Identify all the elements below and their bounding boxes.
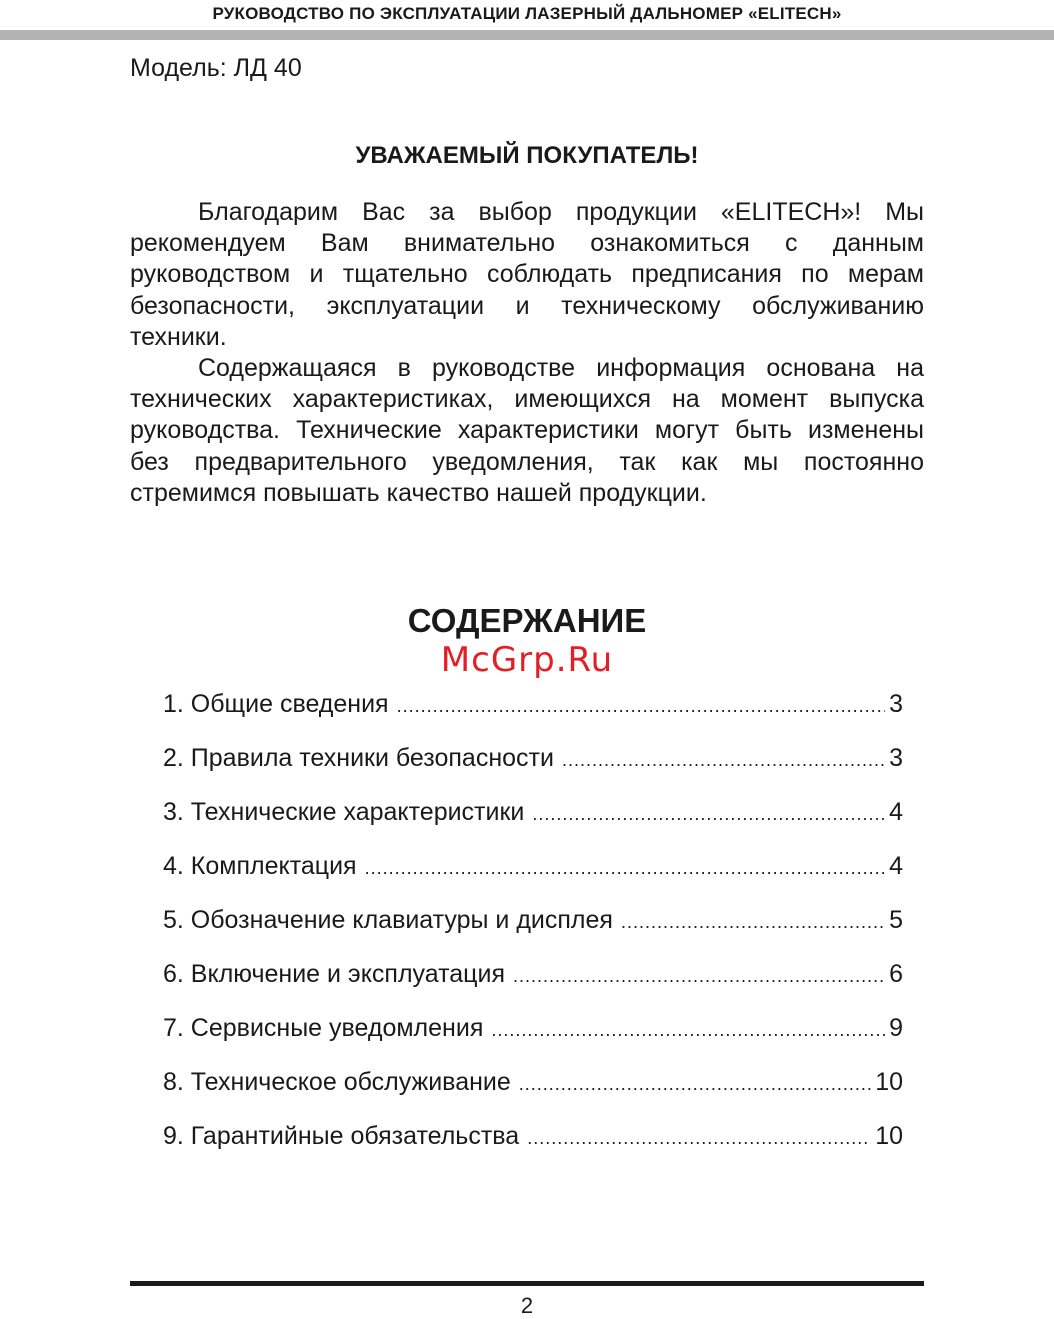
toc-item-specifications[interactable] bbox=[163, 794, 903, 848]
toc-item-label: 8. Техническое обслуживание bbox=[163, 1068, 511, 1096]
page-number: 2 bbox=[520, 1293, 534, 1318]
toc-item-label: 6. Включение и эксплуатация bbox=[163, 960, 506, 988]
toc-item-label: 5. Обозначение клавиатуры и дисплея bbox=[163, 906, 613, 934]
toc-leader-dots bbox=[513, 958, 885, 994]
toc-item-page: 4 bbox=[889, 798, 903, 826]
toc-item-page: 3 bbox=[889, 690, 903, 718]
toc-item-page: 5 bbox=[889, 906, 903, 934]
toc-item-operation[interactable] bbox=[163, 956, 903, 1010]
toc-item-label: 4. Комплектация bbox=[163, 852, 357, 880]
toc-leader-dots bbox=[562, 742, 885, 778]
toc-item-general-info[interactable] bbox=[163, 686, 903, 740]
greeting-heading: УВАЖАЕМЫЙ ПОКУПАТЕЛЬ! bbox=[355, 142, 699, 169]
toc-item-label: 3. Технические характеристики bbox=[163, 798, 525, 826]
toc-item-page: 10 bbox=[875, 1068, 903, 1096]
toc-item-label: 1. Общие сведения bbox=[163, 690, 389, 718]
toc-item-safety-rules[interactable] bbox=[163, 740, 903, 794]
toc-item-label: 9. Гарантийные обязательства bbox=[163, 1122, 520, 1150]
toc-item-warranty[interactable] bbox=[163, 1118, 903, 1172]
toc-leader-dots bbox=[527, 1120, 871, 1156]
toc-leader-dots bbox=[519, 1066, 871, 1102]
header-bar bbox=[0, 30, 1054, 40]
toc-item-page: 6 bbox=[889, 960, 903, 988]
toc-title: СОДЕРЖАНИЕ bbox=[407, 602, 647, 639]
toc-item-page: 10 bbox=[875, 1122, 903, 1150]
toc-leader-dots bbox=[532, 796, 885, 832]
intro-paragraph: Содержащаяся в руководстве информация основана на технических характеристиках, имеющихся на момент выпуска руководства. Технические характеристики могут быть изменены без предварительного уведомления, так как мы постоянно стремимся повышать качество нашей продукции. bbox=[130, 354, 924, 507]
header-title: РУКОВОДСТВО ПО ЭКСПЛУАТАЦИИ ЛАЗЕРНЫЙ ДАЛЬНОМЕР «ELITECH» bbox=[212, 4, 842, 23]
toc-leader-dots bbox=[365, 850, 886, 886]
toc-item-package-contents[interactable] bbox=[163, 848, 903, 902]
table-of-contents bbox=[163, 686, 903, 1172]
toc-item-page: 9 bbox=[889, 1014, 903, 1042]
toc-item-label: 7. Сервисные уведомления bbox=[163, 1014, 484, 1042]
intro-text bbox=[130, 197, 924, 509]
toc-item-page: 3 bbox=[889, 744, 903, 772]
toc-item-keyboard-display[interactable] bbox=[163, 902, 903, 956]
intro-paragraph: Благодарим Вас за выбор продукции «ELITECH»! Мы рекомендуем Вам внимательно ознакомиться с данным руководством и тщательно соблюдать предписания по мерам безопасности, эксплуатации и техническому обслуживанию техники. bbox=[130, 198, 924, 351]
toc-item-maintenance[interactable] bbox=[163, 1064, 903, 1118]
footer-rule bbox=[130, 1281, 924, 1286]
watermark: McGrp.Ru bbox=[440, 640, 614, 680]
toc-item-label: 2. Правила техники безопасности bbox=[163, 744, 554, 772]
model-label: Модель: ЛД 40 bbox=[130, 54, 302, 82]
toc-item-page: 4 bbox=[889, 852, 903, 880]
toc-item-service-notifications[interactable] bbox=[163, 1010, 903, 1064]
toc-leader-dots bbox=[397, 688, 885, 724]
toc-leader-dots bbox=[621, 904, 885, 940]
toc-leader-dots bbox=[491, 1012, 885, 1048]
